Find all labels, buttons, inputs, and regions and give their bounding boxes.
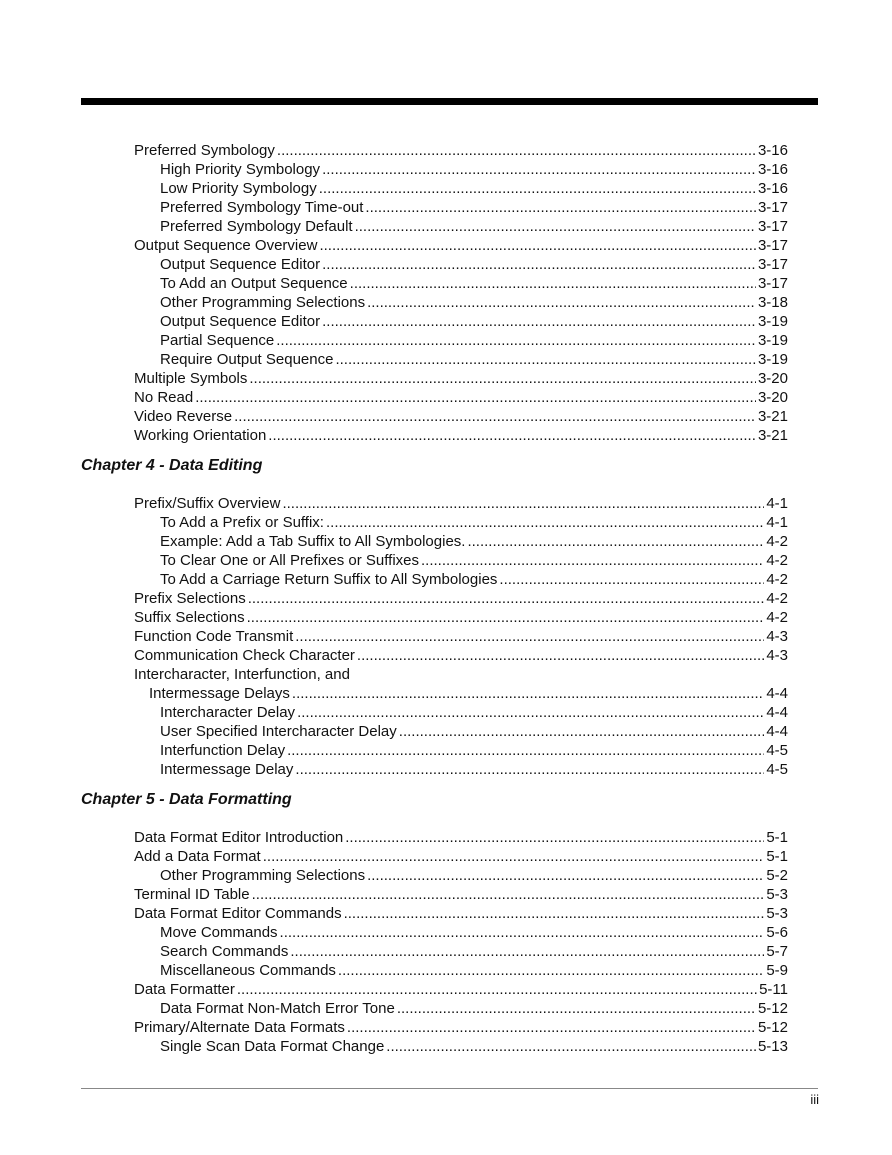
- toc-entry-label: High Priority Symbology: [160, 161, 321, 178]
- toc-entry-label: Data Format Non-Match Error Tone: [160, 1000, 395, 1017]
- toc-entry-page: 5-1: [766, 848, 788, 865]
- toc-entry-label: Prefix/Suffix Overview: [134, 495, 281, 512]
- toc-entry-page: 3-16: [757, 180, 788, 197]
- toc-entry-label: Other Programming Selections: [160, 294, 366, 311]
- toc-entry[interactable]: [134, 388, 788, 407]
- page-number: iii: [810, 1092, 819, 1107]
- dot-leader: [322, 255, 756, 274]
- toc-entry[interactable]: [134, 426, 788, 445]
- toc-entry-label: Prefix Selections: [134, 590, 246, 607]
- toc-section-chapter5: [134, 828, 788, 1056]
- toc-entry-page: 4-2: [766, 609, 788, 626]
- toc-entry-page: 3-17: [757, 275, 788, 292]
- toc-entry[interactable]: [134, 684, 788, 703]
- toc-entry[interactable]: [134, 999, 788, 1018]
- toc-entry-label: To Add an Output Sequence: [160, 275, 348, 292]
- toc-entry[interactable]: [134, 494, 788, 513]
- dot-leader: [319, 179, 756, 198]
- toc-entry[interactable]: [134, 722, 788, 741]
- toc-entry-label: Single Scan Data Format Change: [160, 1038, 385, 1055]
- toc-entry[interactable]: [134, 608, 788, 627]
- dot-leader: [280, 923, 765, 942]
- toc-entry-label: Preferred Symbology Default: [160, 218, 353, 235]
- dot-leader: [277, 141, 756, 160]
- toc-entry-label: Multiple Symbols: [134, 370, 248, 387]
- dot-leader: [386, 1037, 756, 1056]
- toc-entry[interactable]: [134, 828, 788, 847]
- toc-entry-label: Data Formatter: [134, 981, 235, 998]
- toc-entry-label: No Read: [134, 389, 194, 406]
- dot-leader: [268, 426, 756, 445]
- dot-leader: [367, 293, 756, 312]
- toc-entry[interactable]: [134, 942, 788, 961]
- toc-entry-page: 5-12: [757, 1000, 788, 1017]
- toc-entry-label: Output Sequence Overview: [134, 237, 318, 254]
- toc-entry[interactable]: [134, 980, 788, 999]
- toc-entry-page: 4-1: [766, 495, 788, 512]
- toc-entry-page: 4-4: [766, 704, 788, 721]
- toc-entry[interactable]: [134, 369, 788, 388]
- dot-leader: [195, 388, 756, 407]
- dot-leader: [367, 866, 764, 885]
- toc-entry-page: 3-17: [757, 256, 788, 273]
- toc-entry[interactable]: [134, 551, 788, 570]
- toc-entry-label: Partial Sequence: [160, 332, 275, 349]
- toc-entry-label: Video Reverse: [134, 408, 233, 425]
- toc-entry-page: 4-2: [766, 590, 788, 607]
- toc-entry-label: Suffix Selections: [134, 609, 245, 626]
- toc-entry-label: Preferred Symbology Time-out: [160, 199, 364, 216]
- toc-entry-label: Output Sequence Editor: [160, 256, 321, 273]
- toc-entry-label: Add a Data Format: [134, 848, 261, 865]
- toc-entry-page: 4-1: [766, 514, 788, 531]
- toc-entry-page: 5-13: [757, 1038, 788, 1055]
- toc-entry-page: 3-17: [757, 218, 788, 235]
- dot-leader: [338, 961, 764, 980]
- toc-entry-label: Terminal ID Table: [134, 886, 250, 903]
- footer-rule: [81, 1088, 818, 1089]
- toc-entry[interactable]: [134, 513, 788, 532]
- toc-entry[interactable]: [134, 350, 788, 369]
- toc-entry[interactable]: [134, 1037, 788, 1056]
- toc-entry-label: Search Commands: [160, 943, 289, 960]
- toc-entry[interactable]: [134, 160, 788, 179]
- dot-leader: [237, 980, 757, 999]
- toc-entry-page: 3-16: [757, 161, 788, 178]
- dot-leader: [263, 847, 765, 866]
- toc-entry[interactable]: [134, 627, 788, 646]
- dot-leader: [234, 407, 756, 426]
- toc-entry-label: Preferred Symbology: [134, 142, 275, 159]
- toc-entry[interactable]: [134, 198, 788, 217]
- toc-entry-page: 4-3: [766, 628, 788, 645]
- toc-entry[interactable]: [134, 866, 788, 885]
- dot-leader: [399, 722, 765, 741]
- toc-entry-label: Intermessage Delays: [149, 685, 290, 702]
- toc-entry[interactable]: [134, 904, 788, 923]
- toc-entry-page: 5-3: [766, 886, 788, 903]
- toc-entry-page: 3-19: [757, 332, 788, 349]
- dot-leader: [252, 885, 765, 904]
- toc-entry-page: 3-17: [757, 199, 788, 216]
- dot-leader: [322, 312, 756, 331]
- toc-entry-label: Example: Add a Tab Suffix to All Symbologies.: [160, 533, 466, 550]
- toc-entry[interactable]: [134, 703, 788, 722]
- toc-entry-page: 3-20: [757, 389, 788, 406]
- toc-entry[interactable]: [134, 293, 788, 312]
- toc-entry-label: Move Commands: [160, 924, 278, 941]
- toc-section-chapter4: [134, 494, 788, 779]
- toc-entry-label: Data Format Editor Introduction: [134, 829, 344, 846]
- toc-entry[interactable]: [134, 646, 788, 665]
- toc-entry-label: Interfunction Delay: [160, 742, 286, 759]
- chapter-5-heading: Chapter 5 - Data Formatting: [81, 791, 292, 808]
- toc-entry-page: 5-12: [757, 1019, 788, 1036]
- toc-entry-label: To Clear One or All Prefixes or Suffixes: [160, 552, 419, 569]
- toc-entry[interactable]: [134, 1018, 788, 1037]
- dot-leader: [499, 570, 764, 589]
- toc-entry-label: Intercharacter Delay: [160, 704, 296, 721]
- toc-entry-label: To Add a Carriage Return Suffix to All Symbologies: [160, 571, 498, 588]
- toc-entry-page: 5-2: [766, 867, 788, 884]
- chapter-4-heading: Chapter 4 - Data Editing: [81, 457, 263, 474]
- dot-leader: [350, 274, 756, 293]
- toc-entry[interactable]: [134, 407, 788, 426]
- dot-leader: [347, 1018, 756, 1037]
- toc-entry-page: 5-3: [766, 905, 788, 922]
- toc-entry-label: Function Code Transmit: [134, 628, 294, 645]
- dot-leader: [282, 494, 764, 513]
- toc-entry[interactable]: [134, 923, 788, 942]
- dot-leader: [249, 369, 756, 388]
- dot-leader: [322, 160, 756, 179]
- toc-entry-page: 3-18: [757, 294, 788, 311]
- dot-leader: [355, 217, 756, 236]
- toc-entry[interactable]: [134, 141, 788, 160]
- toc-entry-page: 5-9: [766, 962, 788, 979]
- toc-entry-label: Intercharacter, Interfunction, and: [134, 666, 350, 683]
- toc-entry-page: 5-1: [766, 829, 788, 846]
- header-rule: [81, 98, 818, 105]
- toc-entry-page: 4-4: [766, 685, 788, 702]
- toc-entry-page: 4-2: [766, 533, 788, 550]
- dot-leader: [297, 703, 764, 722]
- toc-entry-page: 4-5: [766, 761, 788, 778]
- dot-leader: [397, 999, 756, 1018]
- toc-entry-label: Working Orientation: [134, 427, 267, 444]
- dot-leader: [345, 828, 764, 847]
- dot-leader: [344, 904, 765, 923]
- dot-leader: [247, 608, 765, 627]
- dot-leader: [319, 236, 756, 255]
- dot-leader: [295, 760, 764, 779]
- toc-entry-page: 3-19: [757, 351, 788, 368]
- toc-entry-label: Intermessage Delay: [160, 761, 294, 778]
- dot-leader: [365, 198, 756, 217]
- toc-entry-page: 3-21: [757, 427, 788, 444]
- toc-entry[interactable]: [134, 217, 788, 236]
- toc-entry[interactable]: [134, 760, 788, 779]
- toc-entry-page: 5-7: [766, 943, 788, 960]
- dot-leader: [292, 684, 764, 703]
- toc-entry[interactable]: [134, 255, 788, 274]
- toc-entry-page: 5-11: [759, 981, 788, 998]
- toc-entry-label: Output Sequence Editor: [160, 313, 321, 330]
- toc-entry[interactable]: [134, 961, 788, 980]
- toc-entry-page: 3-17: [757, 237, 788, 254]
- toc-entry-label: Miscellaneous Commands: [160, 962, 336, 979]
- dot-leader: [335, 350, 756, 369]
- toc-entry-page: 4-3: [766, 647, 788, 664]
- toc-entry[interactable]: [134, 885, 788, 904]
- toc-entry-page: 4-4: [766, 723, 788, 740]
- toc-entry-label: User Specified Intercharacter Delay: [160, 723, 397, 740]
- toc-entry-label: To Add a Prefix or Suffix:: [160, 514, 324, 531]
- toc-entry-page: 4-2: [766, 552, 788, 569]
- toc-entry[interactable]: [134, 847, 788, 866]
- toc-entry-page: 3-16: [757, 142, 788, 159]
- toc-entry-page: 5-6: [766, 924, 788, 941]
- dot-leader: [248, 589, 765, 608]
- toc-entry[interactable]: [134, 331, 788, 350]
- toc-entry-label: Primary/Alternate Data Formats: [134, 1019, 345, 1036]
- dot-leader: [357, 646, 764, 665]
- dot-leader: [290, 942, 764, 961]
- dot-leader: [276, 331, 756, 350]
- toc-entry-label: Other Programming Selections: [160, 867, 366, 884]
- dot-leader: [295, 627, 764, 646]
- toc-entry-page: 4-5: [766, 742, 788, 759]
- toc-entry[interactable]: [134, 274, 788, 293]
- toc-entry[interactable]: [134, 570, 788, 589]
- toc-entry[interactable]: [134, 179, 788, 198]
- toc-entry-label: Data Format Editor Commands: [134, 905, 342, 922]
- toc-entry-label: Low Priority Symbology: [160, 180, 317, 197]
- toc-entry[interactable]: [134, 532, 788, 551]
- toc-entry-label: Communication Check Character: [134, 647, 355, 664]
- toc-entry[interactable]: [134, 236, 788, 255]
- toc-entry-page: 3-21: [757, 408, 788, 425]
- toc-entry-page: 4-2: [766, 571, 788, 588]
- dot-leader: [467, 532, 764, 551]
- toc-entry[interactable]: [134, 589, 788, 608]
- dot-leader: [287, 741, 764, 760]
- toc-entry-page: 3-19: [757, 313, 788, 330]
- dot-leader: [326, 513, 764, 532]
- toc-entry[interactable]: [134, 312, 788, 331]
- toc-entry-label: Require Output Sequence: [160, 351, 334, 368]
- toc-entry-page: 3-20: [757, 370, 788, 387]
- toc-section-chapter3-continued: [134, 141, 788, 445]
- toc-entry[interactable]: [134, 741, 788, 760]
- toc-entry[interactable]: [134, 665, 788, 684]
- dot-leader: [421, 551, 764, 570]
